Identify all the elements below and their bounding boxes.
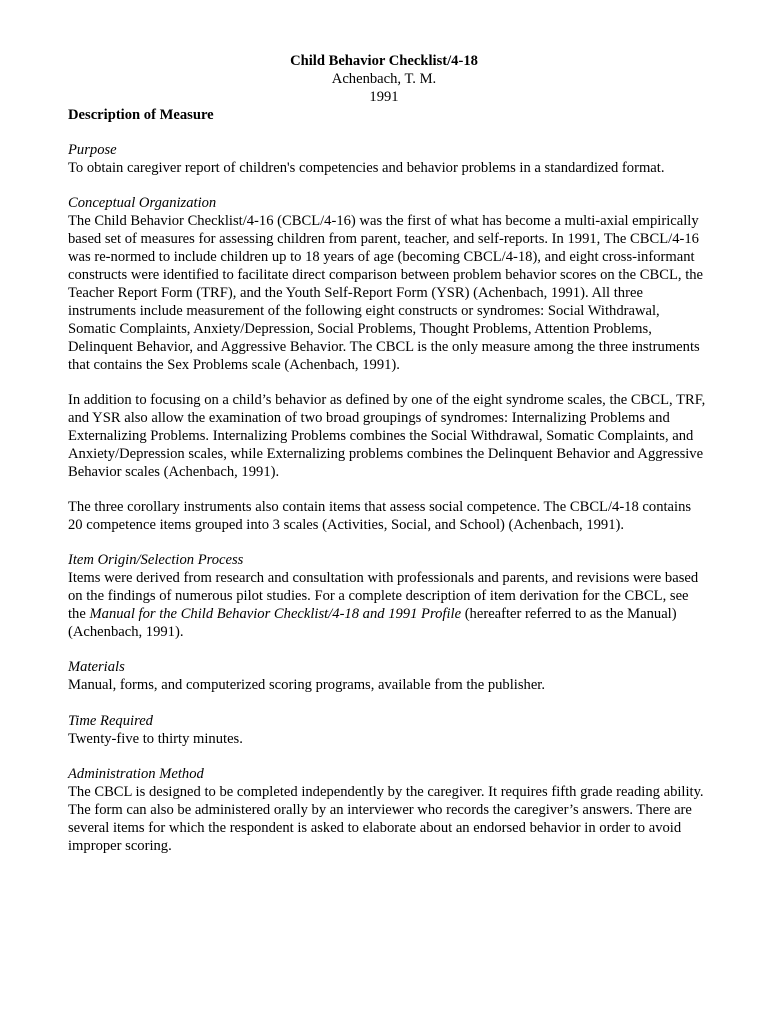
document-author: Achenbach, T. M. <box>331 70 437 87</box>
item-origin-text-after: (hereafter referred to as the Manual) (Achenbach, 1991). <box>68 606 677 640</box>
conceptual-heading: Conceptual Organization <box>68 195 217 212</box>
time-required-heading: Time Required <box>68 712 153 729</box>
materials-heading: Materials <box>68 659 125 676</box>
conceptual-paragraph-1: The Child Behavior Checklist/4-16 (CBCL/4-16) was the first of what has become a multi-axial empirically based set of measures for assessing children from parent, teacher, and self-reports. In 1991, The CBCL/4-16 was re-normed to include children up to 18 years of age (becoming CBCL/4-18), and eight cross-informant constructs were identified to facilitate direct comparison between problem behavior scores on the CBCL, the Teacher Report Form (TRF), and the Youth Self-Report Form (YSR) (Achenbach, 1991). All three instruments include measurement of the following eight constructs or syndromes: Social Withdrawal, Somatic Complaints, Anxiety/Depression, Social Problems, Thought Problems, Attention Problems, Delinquent Behavior, and Aggressive Behavior. The CBCL is the only measure among the three instruments that contains the Sex Problems scale (Achenbach, 1991). <box>68 213 704 373</box>
time-required-text: Twenty-five to thirty minutes. <box>68 730 243 747</box>
description-heading: Description of Measure <box>68 106 214 123</box>
administration-text: The CBCL is designed to be completed independently by the caregiver. It requires fifth grade reading ability. The form can also be administered orally by an interviewer who records the caregiver’s answers. There are several items for which the respondent is asked to elaborate about an endorsed behavior in order to avoid improper scoring. <box>68 783 704 854</box>
conceptual-paragraph-2: In addition to focusing on a child’s behavior as defined by one of the eight syndrome scales, the CBCL, TRF, and YSR also allow the examination of two broad groupings of syndromes: Internalizing Problems and Externalizing Problems. Internalizing Problems combines the Social Withdrawal, Somatic Complaints, and Anxiety/Depression scales, while Externalizing problems combines the Delinquent Behavior and Aggressive Behavior scales (Achenbach, 1991). <box>68 392 706 480</box>
document-year: 1991 <box>369 88 399 105</box>
administration-heading: Administration Method <box>68 766 204 782</box>
item-origin-heading: Item Origin/Selection Process <box>68 552 244 569</box>
materials-text: Manual, forms, and computerized scoring programs, available from the publisher. <box>68 677 545 694</box>
purpose-heading: Purpose <box>68 142 117 159</box>
conceptual-paragraph-3: The three corollary instruments also contain items that assess social competence. The CBCL/4-18 contains 20 competence items grouped into 3 scales (Activities, Social, and School) (Achenbach, 1991). <box>68 499 692 533</box>
item-origin-text-before: Items were derived from research and consultation with professionals and parents, and revisions were based on the findings of numerous pilot studies. For a complete description of item derivation for the CBCL, see the <box>68 570 699 623</box>
document-header <box>68 53 700 107</box>
item-origin-text <box>68 570 708 642</box>
purpose-text: To obtain caregiver report of children's competencies and behavior problems in a standardized format. <box>68 160 665 177</box>
document-page <box>68 53 708 856</box>
manual-title: Manual for the Child Behavior Checklist/4-18 and 1991 Profile <box>89 606 462 623</box>
document-title: Child Behavior Checklist/4-18 <box>290 53 478 69</box>
